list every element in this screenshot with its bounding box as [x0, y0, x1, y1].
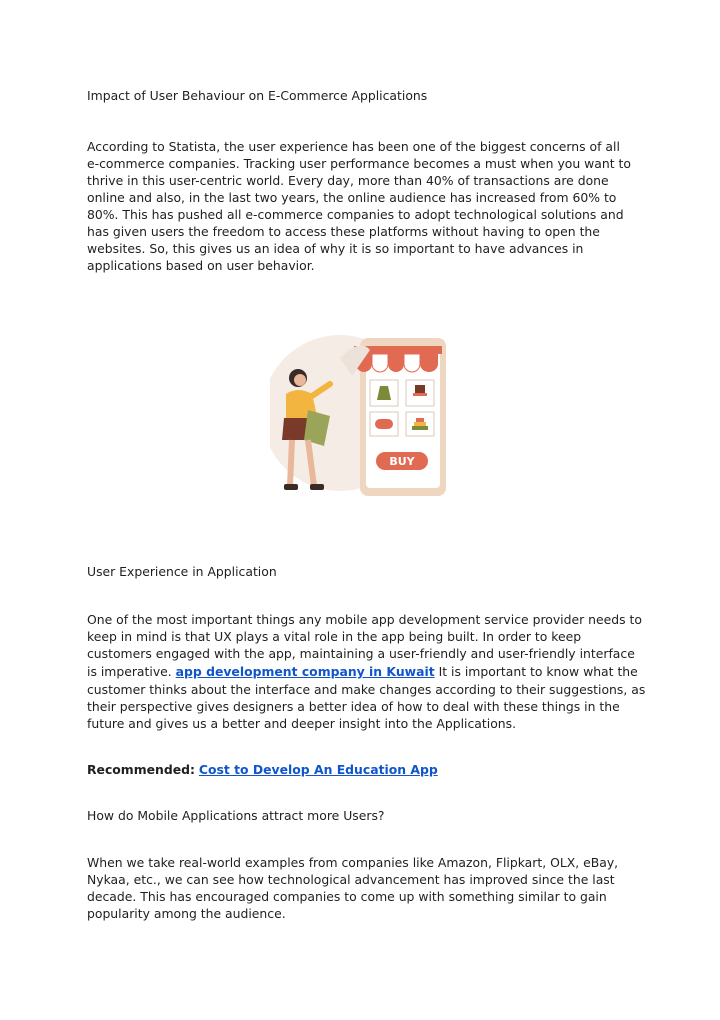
intro-line: 80%. This has pushed all e-commerce companies to adopt technological solutions and [87, 207, 624, 222]
education-app-cost-link[interactable]: Cost to Develop An Education App [198, 762, 438, 777]
recommended-line [87, 761, 647, 778]
section-heading-user-experience: User Experience in Application [87, 564, 277, 579]
shopping-app-illustration [270, 318, 450, 502]
intro-line: e-commerce companies. Tracking user performance becomes a must when you want to [87, 156, 631, 171]
intro-line: applications based on user behavior. [87, 258, 315, 273]
ux-line: future and gives us a better and deeper insight into the Applications. [87, 716, 517, 731]
ux-line: their perspective gives designers a better idea of how to deal with these things in the [87, 699, 620, 714]
intro-line: online and also, in the last two years, the online audience has increased from 60% to [87, 190, 617, 205]
attract-line: When we take real-world examples from companies like Amazon, Flipkart, OLX, eBay, [87, 855, 619, 870]
attract-line: popularity among the audience. [87, 906, 286, 921]
ux-line: customers engaged with the app, maintaining a user-friendly and user-friendly interface [87, 646, 635, 661]
recommended-label: Recommended: [87, 762, 195, 777]
app-development-company-link[interactable]: app development company in Kuwait [175, 664, 435, 679]
intro-line: websites. So, this gives us an idea of why it is so important to have advances in [87, 241, 584, 256]
doc-title: Impact of User Behaviour on E-Commerce Applications [87, 88, 428, 103]
ux-line [87, 663, 647, 680]
ux-line: customer thinks about the interface and make changes according to their suggestions, as [87, 682, 646, 697]
ux-line-prefix: is imperative. [87, 664, 176, 679]
intro-line: According to Statista, the user experience has been one of the biggest concerns of all [87, 139, 620, 154]
section-heading-attract-users: How do Mobile Applications attract more Users? [87, 808, 385, 823]
intro-line: thrive in this user-centric world. Every day, more than 40% of transactions are done [87, 173, 609, 188]
buy-button-label: BUY [389, 455, 415, 468]
intro-line: has given users the freedom to access these platforms without having to open the [87, 224, 600, 239]
ux-line: One of the most important things any mobile app development service provider needs to [87, 612, 642, 627]
attract-line: decade. This has encouraged companies to come up with something similar to gain [87, 889, 607, 904]
attract-line: Nykaa, etc., we can see how technological advancement has improved since the last [87, 872, 615, 887]
ux-line-suffix: It is important to know what the [434, 664, 638, 679]
ux-line: keep in mind is that UX plays a vital role in the app being built. In order to keep [87, 629, 582, 644]
